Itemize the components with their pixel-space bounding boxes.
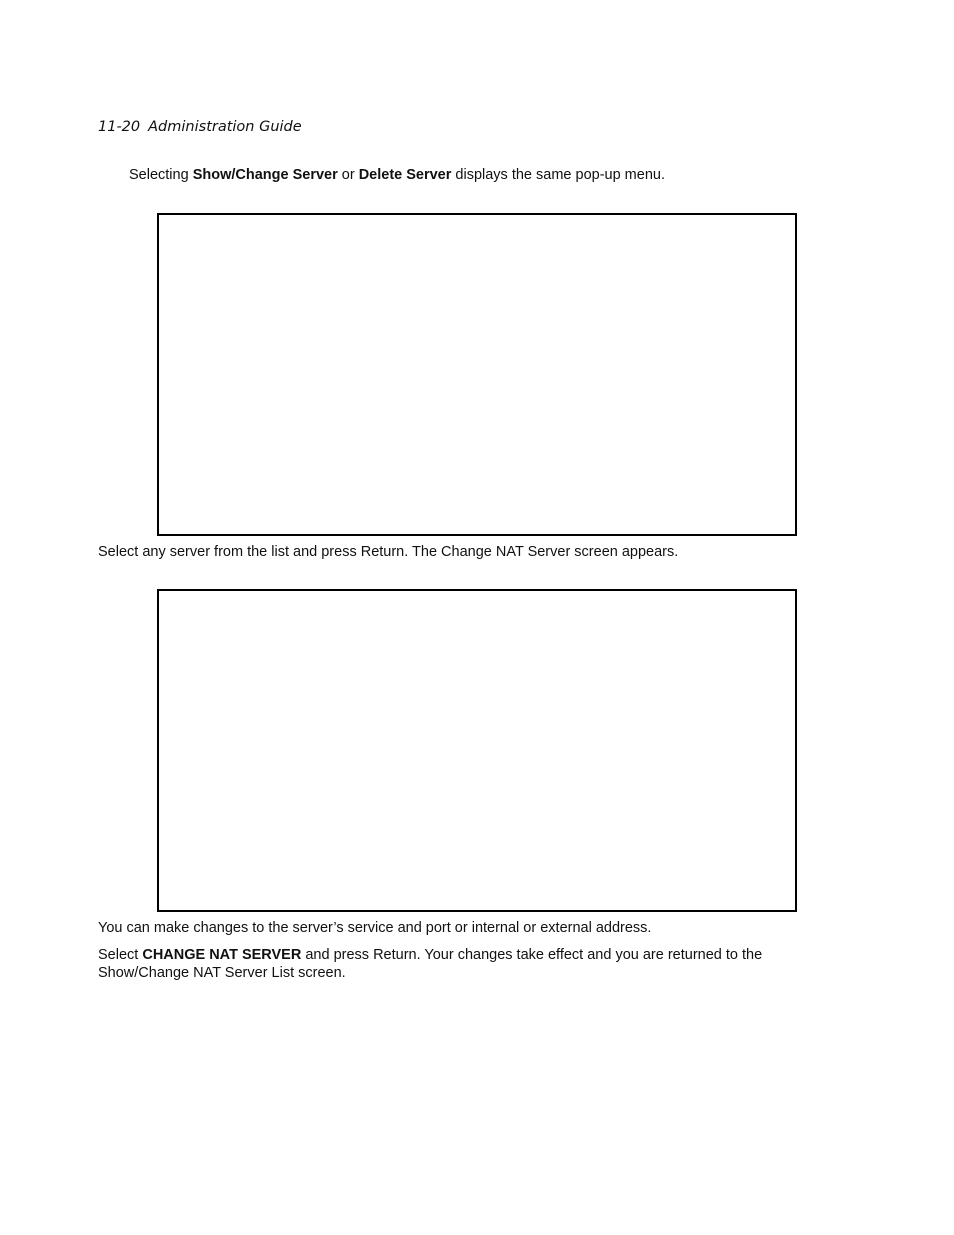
confirm-change-paragraph <box>98 946 818 982</box>
confirm-text-prefix: Select <box>98 947 143 963</box>
show-change-server-term: Show/Change Server <box>192 167 338 183</box>
running-header <box>98 119 302 135</box>
confirm-text-suffix: and press Return. Your changes take effect and you are returned to the Show/Change NAT Server List screen. <box>98 947 763 981</box>
book-title: Administration Guide <box>148 119 302 135</box>
change-nat-server-term: CHANGE NAT SERVER <box>142 947 302 963</box>
popup-menu-screenshot-frame <box>157 213 797 536</box>
page-number: 11-20 <box>98 119 141 135</box>
changes-note-paragraph: You can make changes to the server’s service and port or internal or external address. <box>98 920 652 936</box>
change-nat-server-screenshot-frame <box>157 589 797 912</box>
intro-text-prefix: Selecting <box>129 167 193 183</box>
intro-paragraph <box>129 166 665 184</box>
intro-text-middle: or <box>337 167 359 183</box>
delete-server-term: Delete Server <box>358 167 452 183</box>
intro-text-suffix: displays the same pop-up menu. <box>451 167 665 183</box>
select-server-paragraph: Select any server from the list and press Return. The Change NAT Server screen appears. <box>98 544 679 560</box>
